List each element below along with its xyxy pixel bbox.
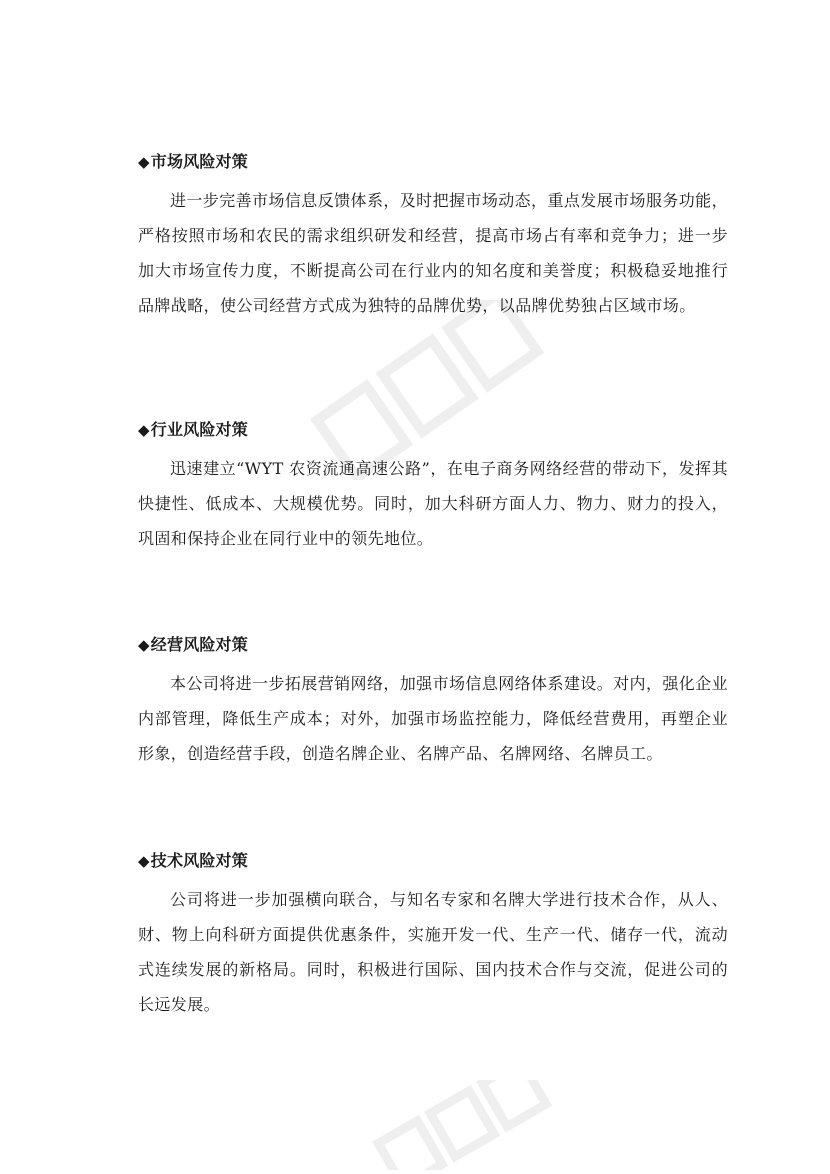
diamond-bullet-icon: ◆ xyxy=(138,636,150,654)
section-heading xyxy=(138,849,728,873)
section-market-risk xyxy=(138,150,728,323)
section-body: 本公司将进一步拓展营销网络，加强市场信息网络体系建设。对内，强化企业内部管理，降低生产成本；对外，加强市场监控能力，降低经营费用，再塑企业形象，创造经营手段，创造名牌企业、名牌产品、名牌网络、名牌员工。 xyxy=(138,674,728,763)
section-technology-risk xyxy=(138,849,728,1022)
section-heading-text: 市场风险对策 xyxy=(150,152,248,171)
diamond-bullet-icon: ◆ xyxy=(138,421,150,439)
section-heading-text: 技术风险对策 xyxy=(150,851,248,870)
section-body: 迅速建立“WYT 农资流通高速公路”，在电子商务网络经营的带动下，发挥其快捷性、低成本、大规模优势。同时，加大科研方面人力、物力、财力的投入，巩固和保持企业在同行业中的领先地位。 xyxy=(138,459,728,548)
section-heading xyxy=(138,418,728,442)
section-heading-text: 经营风险对策 xyxy=(150,635,248,654)
section-body: 进一步完善市场信息反馈体系，及时把握市场动态，重点发展市场服务功能，严格按照市场和农民的需求组织研发和经营，提高市场占有率和竞争力；进一步加大市场宣传力度，不断提高公司在行业内的知名度和美誉度；积极稳妥地推行品牌战略，使公司经营方式成为独特的品牌优势，以品牌优势独占区域市场。 xyxy=(138,191,728,315)
section-heading-text: 行业风险对策 xyxy=(150,420,248,439)
diamond-bullet-icon: ◆ xyxy=(138,153,150,171)
section-heading xyxy=(138,633,728,657)
section-body: 公司将进一步加强横向联合，与知名专家和名牌大学进行技术合作，从人、财、物上向科研方面提供优惠条件，实施开发一代、生产一代、储存一代，流动式连续发展的新格局。同时，积极进行国际、国内技术合作与交流，促进公司的长远发展。 xyxy=(138,890,728,1014)
section-heading xyxy=(138,150,728,174)
diamond-bullet-icon: ◆ xyxy=(138,852,150,870)
section-operation-risk xyxy=(138,633,728,771)
watermark-icon xyxy=(360,1080,560,1170)
section-industry-risk xyxy=(138,418,728,556)
